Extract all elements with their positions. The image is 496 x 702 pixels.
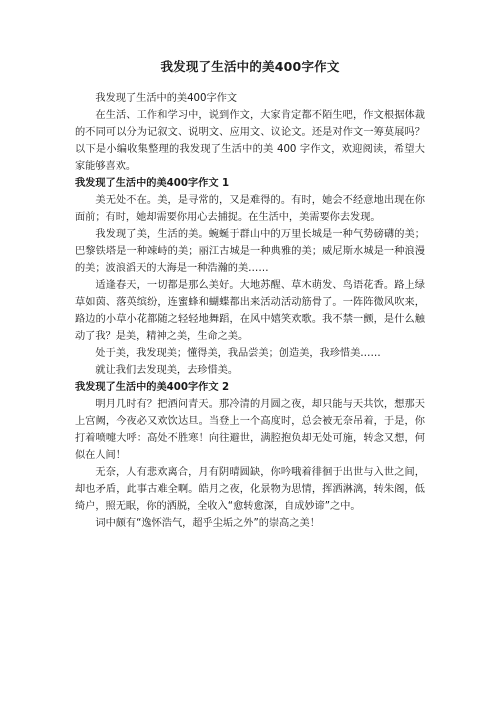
document-title: 我发现了生活中的美400字作文 [160,59,340,74]
paragraph: 美无处不在。美，是寻常的，又是难得的。有时，她会不经意地出现在你面前；有时，她却需要你用心去捕捉。在生活中，美需要你去发现。 [75,195,425,223]
paragraph: 就让我们去发现美，去珍惜美。 [95,365,239,376]
paragraph: 处于美，我发现美；懂得美，我品尝美；创造美，我珍惜美…… [95,348,381,359]
intro-subtitle: 我发现了生活中的美400字作文 [95,93,238,104]
intro-paragraph: 在生活、工作和学习中，说到作文，大家肯定都不陌生吧，作文根据体裁的不同可以分为记叙文、说明文、应用文、议论文。还是对作文一筹莫展吗？以下是小编收集整理的我发现了生活中的美 400 字作文，欢迎阅读，希望大家能够喜欢。 [75,110,425,172]
paragraph: 明月几时有？把酒问青天。那冷清的月圆之夜，却只能与天共饮，想那天上宫阙，今夜必又欢饮达旦。当登上一个高度时，总会被无奈吊着，于是，你打着喷嚏大呼：高处不胜寒！向往避世，满腔抱负却无处可施，转念又想，何似在人间！ [75,399,425,461]
paragraph: 适逢春天，一切都是那么美好。大地苏醒、草木萌发、鸟语花香。路上绿草如茵、落英缤纷，连蜜蜂和蝴蝶都出来活动活动筋骨了。一阵阵微风吹来，路边的小草小花都随之轻轻地舞蹈，在风中嬉笑欢歌。我不禁一颤，是什么触动了我？是美，精神之美，生命之美。 [75,280,425,342]
paragraph: 词中颇有“逸怀浩气，超乎尘垢之外”的崇高之美！ [95,518,320,529]
section-heading-1: 我发现了生活中的美400字作文 1 [75,178,230,189]
paragraph: 无奈，人有悲欢离合，月有阴晴圆缺，你吟哦着徘徊于出世与入世之间，却也矛盾，此事古难全啊。皓月之夜，化景物为思情，挥洒淋漓，转朱阁，低绮户，照无眠，你的洒脱，全收入“愈转愈深，自成妙谛”之中。 [75,467,425,512]
document-page [75,58,425,532]
paragraph: 我发现了美，生活的美。蜿蜒于群山中的万里长城是一种气势磅礴的美；巴黎铁塔是一种竦峙的美；丽江古城是一种典雅的美；威尼斯水城是一种浪漫的美；波浪滔天的大海是一种浩瀚的美…… [75,229,425,274]
section-heading-2: 我发现了生活中的美400字作文 2 [75,382,230,393]
